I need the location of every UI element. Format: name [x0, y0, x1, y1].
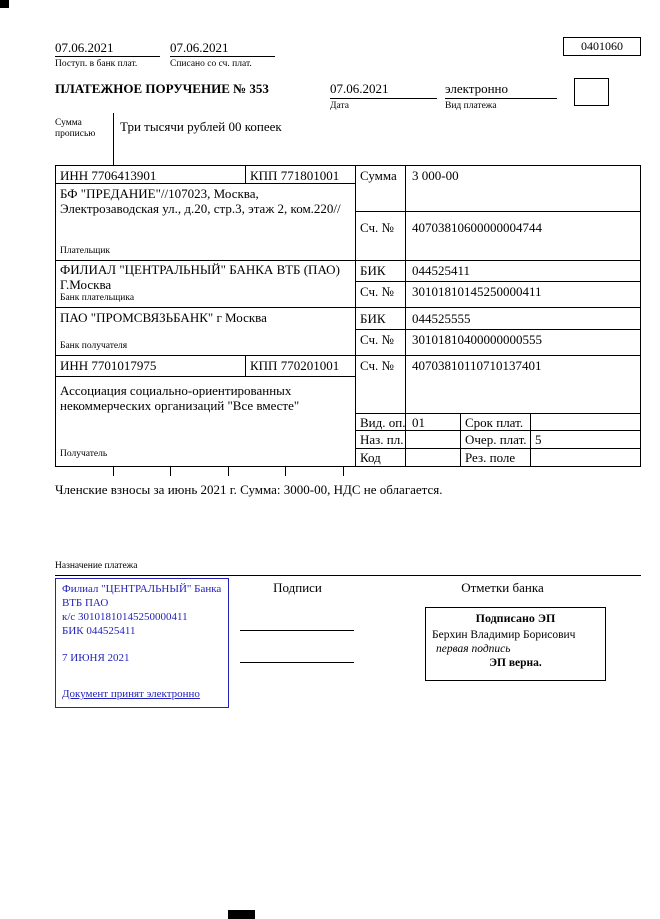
table-line	[460, 413, 461, 466]
table-line	[355, 281, 641, 282]
bank-marks-header: Отметки банка	[461, 580, 544, 595]
amount-words-label: Сумма прописью	[55, 118, 96, 140]
payee-bank-section-label: Банк получателя	[60, 341, 128, 351]
payment-priority-label: Очер. плат.	[465, 432, 527, 447]
reserve-field-label: Рез. поле	[465, 450, 516, 465]
payer-bank-section-label: Банк плательщика	[60, 293, 135, 303]
divider	[170, 56, 275, 57]
payee-bank-account-label: Сч. №	[360, 332, 394, 347]
payer-bank-bik: 044525411	[412, 263, 471, 278]
payer-section-label: Плательщик	[60, 246, 111, 256]
table-line	[355, 329, 641, 330]
scan-mark	[228, 910, 255, 919]
payee-account-label: Сч. №	[360, 358, 394, 373]
payer-bank-account: 30101810145250000411	[412, 284, 542, 299]
received-date: 07.06.2021	[55, 40, 114, 55]
payer-kpp: КПП 771801001	[250, 168, 340, 183]
stamp-date: 7 ИЮНЯ 2021	[62, 651, 130, 664]
stamp-spacer	[62, 639, 222, 652]
payment-date: 07.06.2021	[330, 81, 389, 96]
payer-bank-name: ФИЛИАЛ "ЦЕНТРАЛЬНЫЙ" БАНКА ВТБ (ПАО) Г.Москва	[60, 262, 340, 293]
payment-date-label: Дата	[330, 101, 349, 111]
table-line	[55, 260, 641, 261]
debited-date: 07.06.2021	[170, 40, 229, 55]
column-tick	[343, 466, 344, 476]
payment-priority-value: 5	[535, 432, 542, 447]
empty-field-box	[574, 78, 609, 106]
payment-purpose-label: Назначение платежа	[55, 561, 138, 571]
esignature-box	[425, 607, 606, 681]
table-line	[355, 165, 356, 466]
payer-bank-bik-label: БИК	[360, 263, 386, 278]
stamp-note: Документ принят электронно	[62, 688, 200, 701]
divider	[55, 56, 160, 57]
document-title: ПЛАТЕЖНОЕ ПОРУЧЕНИЕ № 353	[55, 81, 269, 96]
payee-name: Ассоциация социально-ориентированных некоммерческих организаций "Все вместе"	[60, 383, 300, 414]
sum-label: Сумма	[360, 168, 397, 183]
amount-words-value: Три тысячи рублей 00 копеек	[120, 119, 282, 134]
scan-mark	[0, 0, 9, 8]
esignature-signer-name: Берхин Владимир Борисович	[432, 629, 576, 642]
payment-kind-label: Вид платежа	[445, 101, 497, 111]
table-line	[113, 113, 114, 165]
divider	[445, 98, 557, 99]
payment-purpose-text: Членские взносы за июнь 2021 г. Сумма: 3000-00, НДС не облагается.	[55, 482, 443, 497]
received-date-label: Поступ. в банк плат.	[55, 59, 138, 69]
esignature-type: первая подпись	[436, 643, 511, 656]
table-line	[355, 211, 641, 212]
esignature-title: Подписано ЭП	[475, 611, 556, 625]
payment-kind: электронно	[445, 81, 509, 96]
table-line	[245, 355, 246, 376]
column-tick	[285, 466, 286, 476]
payee-bank-bik: 044525555	[412, 311, 471, 326]
payee-kpp: КПП 770201001	[250, 358, 340, 373]
table-line	[245, 165, 246, 183]
bank-stamp	[55, 578, 229, 708]
table-line	[355, 448, 641, 449]
divider	[55, 575, 641, 576]
stamp-line: Филиал "ЦЕНТРАЛЬНЫЙ" Банка	[62, 583, 222, 595]
payee-bank-bik-label: БИК	[360, 311, 386, 326]
signature-line	[240, 630, 354, 631]
table-line	[55, 466, 641, 467]
column-tick	[170, 466, 171, 476]
form-code: 0401060	[563, 37, 641, 56]
payment-term-label: Срок плат.	[465, 415, 524, 430]
payer-inn: ИНН 7706413901	[60, 168, 157, 183]
stamp-line: к/с 30101810145250000411	[62, 610, 188, 623]
table-line	[355, 413, 641, 414]
payee-inn: ИНН 7701017975	[60, 358, 157, 373]
table-line	[55, 165, 56, 467]
payee-account: 40703810110710137401	[412, 358, 542, 373]
signatures-header: Подписи	[273, 580, 322, 595]
payee-bank-account: 30101810400000000555	[412, 332, 542, 347]
table-line	[55, 376, 355, 377]
operation-type-value: 01	[412, 415, 425, 430]
code-label: Код	[360, 450, 381, 465]
divider	[330, 98, 437, 99]
payer-bank-account-label: Сч. №	[360, 284, 394, 299]
stamp-line: ВТБ ПАО	[62, 596, 109, 609]
table-line	[530, 413, 531, 466]
stamp-line: БИК 044525411	[62, 624, 136, 637]
table-line	[55, 355, 641, 356]
table-line	[55, 307, 641, 308]
payer-account-label: Сч. №	[360, 220, 394, 235]
esignature-verified: ЭП верна.	[489, 656, 542, 669]
signature-line	[240, 662, 354, 663]
payer-account: 40703810600000004744	[412, 220, 542, 235]
table-line	[640, 165, 641, 467]
payee-section-label: Получатель	[60, 449, 108, 459]
sum-value: 3 000-00	[412, 168, 459, 183]
payment-purpose-code-label: Наз. пл.	[360, 432, 404, 447]
column-tick	[228, 466, 229, 476]
payer-name: БФ "ПРЕДАНИЕ"//107023, Москва, Электрозаводская ул., д.20, стр.3, этаж 2, ком.220//	[60, 186, 341, 217]
operation-type-label: Вид. оп.	[360, 415, 406, 430]
payee-bank-name: ПАО "ПРОМСВЯЗЬБАНК" г Москва	[60, 310, 267, 325]
debited-date-label: Списано со сч. плат.	[170, 59, 252, 69]
column-tick	[113, 466, 114, 476]
table-line	[55, 165, 641, 166]
